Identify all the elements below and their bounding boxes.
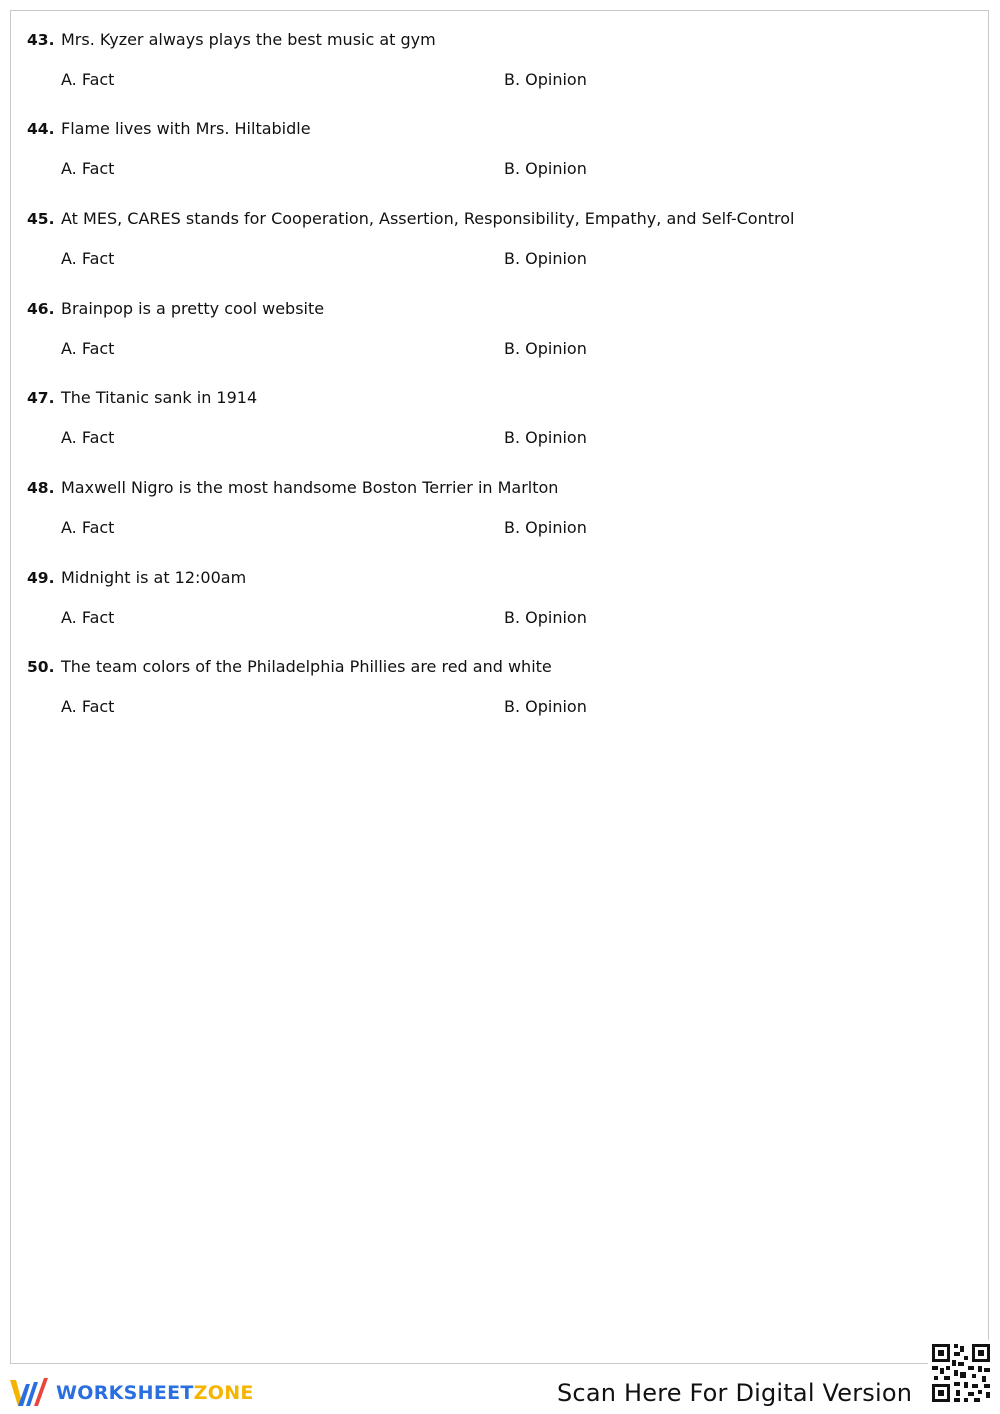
question-item: [27, 568, 967, 630]
question-text: At MES, CARES stands for Cooperation, Assertion, Responsibility, Empathy, and Self-Control: [61, 209, 795, 228]
option-a[interactable]: A. Fact: [61, 518, 115, 537]
option-b[interactable]: B. Opinion: [504, 339, 587, 358]
option-a[interactable]: A. Fact: [61, 70, 115, 89]
option-b[interactable]: B. Opinion: [504, 608, 587, 627]
option-a[interactable]: A. Fact: [61, 249, 115, 268]
option-a[interactable]: A. Fact: [61, 159, 115, 178]
option-a[interactable]: A. Fact: [61, 428, 115, 447]
question-text: Flame lives with Mrs. Hiltabidle: [61, 119, 311, 138]
option-a[interactable]: A. Fact: [61, 697, 115, 716]
scan-instruction: Scan Here For Digital Version: [557, 1379, 913, 1407]
question-item: [27, 657, 967, 719]
question-number: 44.: [27, 120, 55, 138]
option-b[interactable]: B. Opinion: [504, 518, 587, 537]
option-b[interactable]: B. Opinion: [504, 428, 587, 447]
question-item: [27, 119, 967, 181]
option-a[interactable]: A. Fact: [61, 339, 115, 358]
question-text: Mrs. Kyzer always plays the best music at gym: [61, 30, 436, 49]
qr-code-icon[interactable]: [928, 1340, 994, 1406]
worksheetzone-logo[interactable]: [8, 1376, 254, 1410]
question-number: 48.: [27, 479, 55, 497]
option-b[interactable]: B. Opinion: [504, 159, 587, 178]
question-item: [27, 299, 967, 361]
question-text: The Titanic sank in 1914: [61, 388, 258, 407]
question-item: [27, 209, 967, 271]
logo-wordmark: [56, 1382, 254, 1404]
logo-mark-icon: [8, 1376, 48, 1410]
question-text: Midnight is at 12:00am: [61, 568, 247, 587]
question-number: 46.: [27, 300, 55, 318]
question-number: 45.: [27, 210, 55, 228]
question-number: 47.: [27, 389, 55, 407]
option-a[interactable]: A. Fact: [61, 608, 115, 627]
question-item: [27, 478, 967, 540]
option-b[interactable]: B. Opinion: [504, 249, 587, 268]
page-footer: [0, 1366, 1000, 1414]
option-b[interactable]: B. Opinion: [504, 697, 587, 716]
question-text: The team colors of the Philadelphia Phillies are red and white: [61, 657, 552, 676]
logo-word-worksheet: WORKSHEET: [56, 1382, 194, 1404]
question-number: 43.: [27, 31, 55, 49]
question-item: [27, 30, 967, 92]
question-text: Maxwell Nigro is the most handsome Boston Terrier in Marlton: [61, 478, 559, 497]
option-b[interactable]: B. Opinion: [504, 70, 587, 89]
logo-word-zone: ZONE: [193, 1382, 254, 1404]
question-text: Brainpop is a pretty cool website: [61, 299, 325, 318]
question-item: [27, 388, 967, 450]
question-number: 49.: [27, 569, 55, 587]
question-number: 50.: [27, 658, 55, 676]
